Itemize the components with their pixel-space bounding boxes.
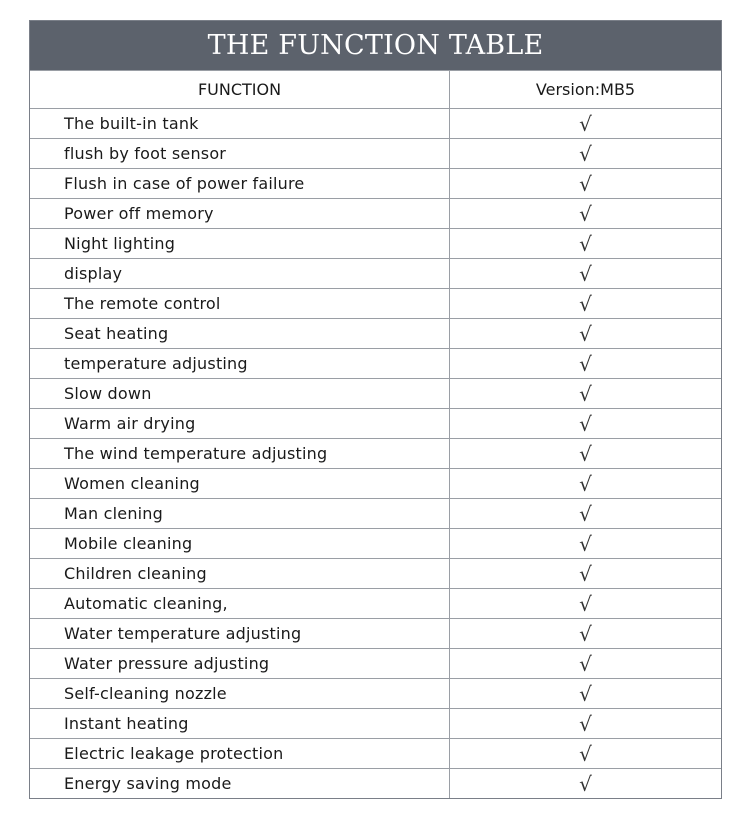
version-cell bbox=[450, 469, 721, 498]
function-cell: The built-in tank bbox=[30, 109, 450, 138]
function-cell: The remote control bbox=[30, 289, 450, 318]
table-row bbox=[30, 228, 721, 258]
version-cell bbox=[450, 649, 721, 678]
table-row bbox=[30, 198, 721, 228]
table-row bbox=[30, 378, 721, 408]
function-cell: flush by foot sensor bbox=[30, 139, 450, 168]
header-version: Version:MB5 bbox=[535, 80, 636, 99]
checkmark-icon: √ bbox=[579, 681, 592, 706]
function-cell: display bbox=[30, 259, 450, 288]
function-cell: The wind temperature adjusting bbox=[30, 439, 450, 468]
function-cell: Water temperature adjusting bbox=[30, 619, 450, 648]
checkmark-icon: √ bbox=[579, 441, 592, 466]
version-cell bbox=[450, 739, 721, 768]
version-cell bbox=[450, 529, 721, 558]
version-cell bbox=[450, 229, 721, 258]
version-cell bbox=[450, 319, 721, 348]
version-cell bbox=[450, 439, 721, 468]
checkmark-icon: √ bbox=[579, 561, 592, 586]
checkmark-icon: √ bbox=[579, 531, 592, 556]
function-cell: Self-cleaning nozzle bbox=[30, 679, 450, 708]
checkmark-icon: √ bbox=[579, 411, 592, 436]
function-cell: Man clening bbox=[30, 499, 450, 528]
table-row bbox=[30, 168, 721, 198]
table-row bbox=[30, 468, 721, 498]
function-cell: Night lighting bbox=[30, 229, 450, 258]
checkmark-icon: √ bbox=[579, 711, 592, 736]
checkmark-icon: √ bbox=[579, 501, 592, 526]
function-table bbox=[29, 20, 722, 799]
table-row bbox=[30, 708, 721, 738]
table-row bbox=[30, 108, 721, 138]
table-row bbox=[30, 318, 721, 348]
table-row bbox=[30, 768, 721, 798]
table-row bbox=[30, 498, 721, 528]
version-cell bbox=[450, 679, 721, 708]
checkmark-icon: √ bbox=[579, 591, 592, 616]
version-cell bbox=[450, 379, 721, 408]
table-row bbox=[30, 618, 721, 648]
table-row bbox=[30, 438, 721, 468]
checkmark-icon: √ bbox=[579, 141, 592, 166]
checkmark-icon: √ bbox=[579, 111, 592, 136]
table-row bbox=[30, 678, 721, 708]
checkmark-icon: √ bbox=[579, 171, 592, 196]
function-cell: Power off memory bbox=[30, 199, 450, 228]
table-row bbox=[30, 288, 721, 318]
table-row bbox=[30, 138, 721, 168]
table-body bbox=[30, 108, 721, 798]
checkmark-icon: √ bbox=[579, 771, 592, 796]
table-row bbox=[30, 348, 721, 378]
table-row bbox=[30, 648, 721, 678]
function-cell: Water pressure adjusting bbox=[30, 649, 450, 678]
checkmark-icon: √ bbox=[579, 291, 592, 316]
checkmark-icon: √ bbox=[579, 741, 592, 766]
checkmark-icon: √ bbox=[579, 471, 592, 496]
checkmark-icon: √ bbox=[579, 381, 592, 406]
table-row bbox=[30, 528, 721, 558]
function-cell: Energy saving mode bbox=[30, 769, 450, 798]
function-cell: Warm air drying bbox=[30, 409, 450, 438]
version-cell bbox=[450, 769, 721, 798]
version-cell bbox=[450, 259, 721, 288]
table-title: THE FUNCTION TABLE bbox=[30, 21, 721, 70]
function-cell: Electric leakage protection bbox=[30, 739, 450, 768]
version-cell bbox=[450, 709, 721, 738]
version-cell bbox=[450, 169, 721, 198]
checkmark-icon: √ bbox=[579, 351, 592, 376]
function-cell: Instant heating bbox=[30, 709, 450, 738]
checkmark-icon: √ bbox=[579, 201, 592, 226]
checkmark-icon: √ bbox=[579, 231, 592, 256]
function-cell: Automatic cleaning, bbox=[30, 589, 450, 618]
version-cell bbox=[450, 349, 721, 378]
version-cell bbox=[450, 139, 721, 168]
table-header-row bbox=[30, 70, 721, 108]
version-cell bbox=[450, 109, 721, 138]
version-cell bbox=[450, 199, 721, 228]
checkmark-icon: √ bbox=[579, 261, 592, 286]
function-cell: temperature adjusting bbox=[30, 349, 450, 378]
version-cell bbox=[450, 559, 721, 588]
function-cell: Flush in case of power failure bbox=[30, 169, 450, 198]
checkmark-icon: √ bbox=[579, 621, 592, 646]
function-cell: Mobile cleaning bbox=[30, 529, 450, 558]
checkmark-icon: √ bbox=[579, 651, 592, 676]
version-cell bbox=[450, 589, 721, 618]
version-cell bbox=[450, 409, 721, 438]
checkmark-icon: √ bbox=[579, 321, 592, 346]
function-cell: Women cleaning bbox=[30, 469, 450, 498]
function-cell: Seat heating bbox=[30, 319, 450, 348]
table-row bbox=[30, 558, 721, 588]
header-function: FUNCTION bbox=[30, 71, 450, 108]
version-cell bbox=[450, 619, 721, 648]
version-cell bbox=[450, 499, 721, 528]
table-row bbox=[30, 588, 721, 618]
table-row bbox=[30, 258, 721, 288]
function-cell: Children cleaning bbox=[30, 559, 450, 588]
table-row bbox=[30, 408, 721, 438]
function-cell: Slow down bbox=[30, 379, 450, 408]
table-row bbox=[30, 738, 721, 768]
version-cell bbox=[450, 289, 721, 318]
